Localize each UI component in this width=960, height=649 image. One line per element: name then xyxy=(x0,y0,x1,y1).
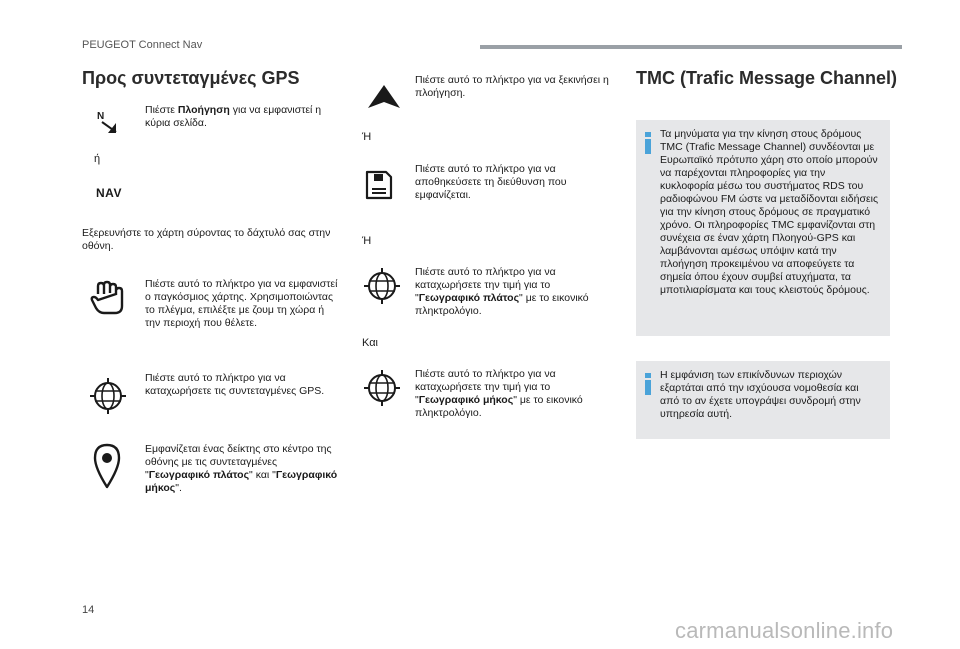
section-heading-tmc: TMC (Trafic Message Channel) xyxy=(636,68,898,88)
navigation-arrow-icon xyxy=(366,84,402,110)
step-start-nav-text: Πιέστε αυτό το πλήκτρο για να ξεκινήσει η πλοήγηση. xyxy=(415,74,609,99)
step-save-address-text: Πιέστε αυτό το πλήκτρο για να αποθηκεύσετε τη διεύθυνση που εμφανίζεται. xyxy=(415,163,567,201)
section-heading-gps: Προς συντεταγμένες GPS xyxy=(82,68,300,88)
info-text-tmc: Τα μηνύματα για την κίνηση στους δρόμους TMC (Trafic Message Channel) συνδέονται με Ευρωπαϊκό πρότυπο χάρη στο οποίο μπορούν να παρέχονται πληροφορίες για την κυκλοφορία μέσω του συστήματος RDS του ραδιοφώνου FM ώστε να μεταδίδονται ειδήσεις για την κίνηση στους δρόμους σε πραγματικό χρόνο. Οι πληροφορίες TMC εμφανίζονται στη συνέχεια σε έναν χάρτη Πλοηγού-GPS και λαμβάνονται αμέσως υπόψιν κατά την πλοήγηση προκειμένου να αποφεύγετε τα σημεία όπου έχουν συμβεί ατυχήματα, τα μποτιλιαρίσματα και τους κλειστούς δρόμους. xyxy=(660,128,879,296)
info-icon xyxy=(645,373,651,395)
step-world-map-text: Πιέστε αυτό το πλήκτρο για να εμφανιστεί ο παγκόσμιος χάρτης. Χρησιμοποιώντας το πλέγμα, επιλέξτε με ζουμ τη χώρα ή την περιοχή που θέλετε. xyxy=(145,278,338,329)
nav-button-label: NAV xyxy=(96,186,122,200)
step-navigation-text: Πιέστε Πλοήγηση για να εμφανιστεί η κύρια σελίδα. xyxy=(145,104,322,129)
or-separator: Ή xyxy=(362,131,372,143)
or-separator: ή xyxy=(94,153,101,165)
globe-crosshair-icon xyxy=(88,376,128,416)
save-icon xyxy=(364,169,394,201)
manual-header-label: PEUGEOT Connect Nav xyxy=(82,39,203,51)
svg-text:N: N xyxy=(97,111,105,122)
globe-crosshair-icon xyxy=(362,368,402,408)
hand-touch-icon xyxy=(89,280,127,316)
step-gps-entry-text: Πιέστε αυτό το πλήκτρο για να καταχωρήσετε τις συντεταγμένες GPS. xyxy=(145,372,325,397)
info-box-tmc xyxy=(636,120,890,336)
header-rule xyxy=(480,45,902,49)
explore-map-text: Εξερευνήστε το χάρτη σύροντας το δάχτυλό σας στην οθόνη. xyxy=(82,227,331,252)
step-marker-text: Εμφανίζεται ένας δείκτης στο κέντρο της οθόνης με τις συντεταγμένες "Γεωγραφικό πλάτος" και "Γεωγραφικό μήκος". xyxy=(145,443,338,494)
step-longitude-text: Πιέστε αυτό το πλήκτρο για να καταχωρήσετε την τιμή για το "Γεωγραφικό μήκος" με το εικονικό πληκτρολόγιο. xyxy=(415,368,583,419)
info-icon xyxy=(645,132,651,154)
or-separator: Ή xyxy=(362,235,372,247)
globe-crosshair-icon xyxy=(362,266,402,306)
page-number: 14 xyxy=(82,604,95,616)
info-text-hazard: Η εμφάνιση των επικίνδυνων περιοχών εξαρτάται από την ισχύουσα νομοθεσία και από το αν έχετε υπογράψει συνδρομή στην υπηρεσία αυτή. xyxy=(660,369,861,420)
north-arrow-icon xyxy=(96,110,118,134)
watermark: carmanualsonline.info xyxy=(675,618,894,643)
info-box-hazard xyxy=(636,361,890,439)
and-separator: Και xyxy=(362,337,379,349)
map-pin-icon xyxy=(92,443,122,489)
step-latitude-text: Πιέστε αυτό το πλήκτρο για να καταχωρήσετε την τιμή για το "Γεωγραφικό πλάτος" με το εικονικό πληκτρολόγιο. xyxy=(415,266,589,317)
